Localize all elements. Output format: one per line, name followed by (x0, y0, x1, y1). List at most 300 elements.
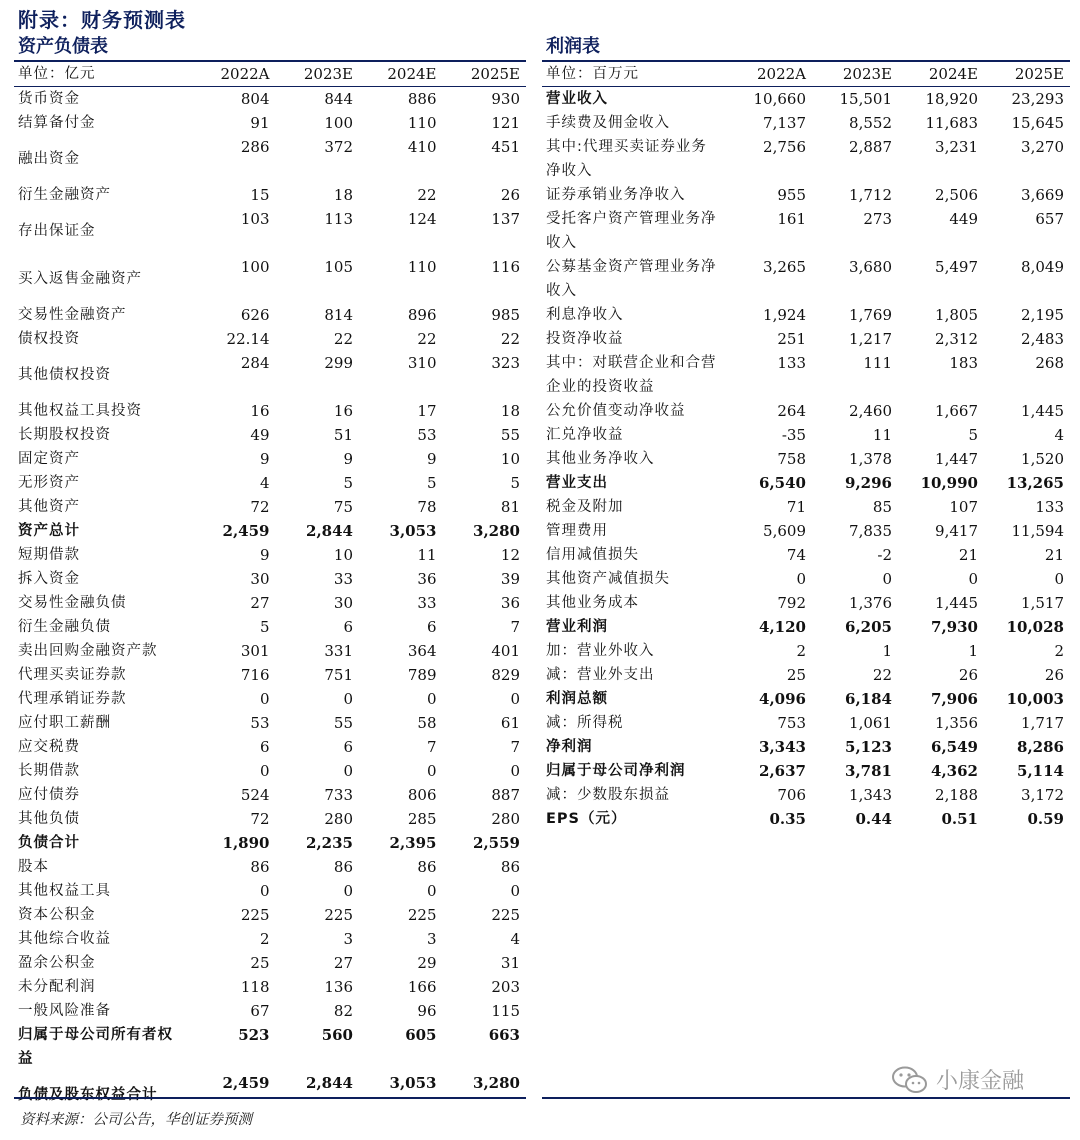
balance-sheet-row-label: 存出保证金 (18, 223, 96, 239)
income-statement-cell: 3,270 (1021, 138, 1064, 156)
balance-sheet-row (14, 591, 526, 615)
balance-sheet-cell: 663 (488, 1026, 520, 1044)
balance-sheet-cell: 10 (500, 450, 520, 468)
income-statement-row (542, 615, 1070, 639)
income-statement-cell: 3,172 (1021, 786, 1064, 804)
income-statement-cell: 264 (777, 402, 806, 420)
balance-sheet-row (14, 327, 526, 351)
balance-sheet-cell: 115 (491, 1002, 520, 1020)
balance-sheet-cell: 110 (407, 258, 437, 276)
balance-sheet-row (14, 975, 526, 999)
balance-sheet-panel (14, 34, 526, 1119)
balance-sheet-cell: 829 (491, 666, 520, 684)
income-statement-row (542, 351, 1070, 399)
balance-sheet-row-label: 其他权益工具 (18, 883, 111, 899)
balance-sheet-row (14, 135, 526, 183)
balance-sheet-row (14, 87, 526, 112)
income-statement-cell: 161 (777, 210, 806, 228)
balance-sheet-cell: 364 (407, 642, 437, 660)
income-statement-cell: 758 (777, 450, 806, 468)
balance-sheet-row (14, 351, 526, 399)
balance-sheet-row-label: 衍生金融资产 (18, 187, 111, 203)
balance-sheet-table (14, 62, 526, 1119)
balance-sheet-cell: 7 (510, 738, 520, 756)
balance-sheet-cell: 331 (324, 642, 353, 660)
balance-sheet-cell: 5 (426, 474, 437, 492)
balance-sheet-row (14, 399, 526, 423)
income-statement-header-row (542, 62, 1070, 87)
balance-sheet-row (14, 879, 526, 903)
balance-sheet-row (14, 783, 526, 807)
income-statement-cell: 0.35 (769, 810, 806, 828)
income-statement-cell: 26 (1044, 666, 1064, 684)
balance-sheet-cell: 36 (417, 570, 437, 588)
income-statement-cell: 22 (872, 666, 892, 684)
balance-sheet-cell: 0 (259, 882, 270, 900)
balance-sheet-cell: 27 (333, 954, 353, 972)
income-statement-row (542, 495, 1070, 519)
balance-sheet-cell: 22 (333, 330, 353, 348)
balance-sheet-unit-label: 单位：亿元 (14, 62, 192, 87)
balance-sheet-cell: 1,890 (222, 834, 270, 852)
balance-sheet-cell: 55 (333, 714, 353, 732)
balance-sheet-year-header: 2024E (359, 62, 443, 87)
balance-sheet-cell: 51 (333, 426, 353, 444)
balance-sheet-cell: 284 (240, 354, 270, 372)
income-statement-cell: 1,924 (763, 306, 806, 324)
balance-sheet-row (14, 543, 526, 567)
balance-sheet-cell: 82 (333, 1002, 353, 1020)
income-statement-cell: 4,362 (931, 762, 978, 780)
balance-sheet-row-label: 股本 (18, 859, 49, 875)
balance-sheet-cell: 137 (491, 210, 520, 228)
balance-sheet-cell: 0 (343, 690, 353, 708)
balance-sheet-cell: 5 (510, 474, 520, 492)
balance-sheet-row (14, 999, 526, 1023)
income-statement-cell: 8,552 (849, 114, 892, 132)
balance-sheet-cell: 4 (259, 474, 270, 492)
income-statement-cell: 133 (777, 354, 806, 372)
income-statement-cell: 5,497 (935, 258, 978, 276)
balance-sheet-cell: 524 (240, 786, 270, 804)
income-statement-cell: 2,887 (849, 138, 892, 156)
balance-sheet-cell: 53 (417, 426, 437, 444)
balance-sheet-cell: 78 (417, 498, 437, 516)
income-statement-cell: 2 (796, 642, 806, 660)
page-title: 附录：财务预测表 (18, 8, 186, 32)
income-statement-cell: 6,184 (845, 690, 892, 708)
watermark (890, 1064, 1024, 1095)
income-statement-row-label: 受托客户资产管理业务净收入 (546, 211, 717, 251)
income-statement-cell: 3,680 (849, 258, 892, 276)
balance-sheet-cell: 49 (250, 426, 270, 444)
balance-sheet-row (14, 519, 526, 543)
income-statement-cell: 1,712 (849, 186, 892, 204)
balance-sheet-cell: 716 (240, 666, 270, 684)
balance-sheet-cell: 605 (405, 1026, 437, 1044)
balance-sheet-row-label: 固定资产 (18, 451, 80, 467)
balance-sheet-cell: 12 (500, 546, 520, 564)
income-statement-row-label: 其他业务净收入 (546, 451, 655, 467)
balance-sheet-row (14, 1023, 526, 1071)
income-statement-cell: 0 (882, 570, 892, 588)
balance-sheet-cell: 887 (491, 786, 520, 804)
income-statement-row-label: 营业收入 (546, 91, 608, 107)
balance-sheet-row (14, 807, 526, 831)
balance-sheet-cell: 806 (407, 786, 437, 804)
income-statement-cell: 1,520 (1021, 450, 1064, 468)
income-statement-cell: 10,990 (920, 474, 978, 492)
income-statement-row (542, 87, 1070, 112)
income-statement-cell: 3,265 (763, 258, 806, 276)
income-statement-cell: 1,061 (849, 714, 892, 732)
income-statement-cell: 6,205 (845, 618, 892, 636)
income-statement-unit-label: 单位：百万元 (542, 62, 726, 87)
balance-sheet-cell: 15 (250, 186, 270, 204)
balance-sheet-row-label: 负债及股东权益合计 (18, 1087, 158, 1103)
balance-sheet-cell: 9 (343, 450, 353, 468)
balance-sheet-cell: 0 (426, 882, 437, 900)
balance-sheet-cell: 3,280 (473, 522, 520, 540)
balance-sheet-cell: 17 (417, 402, 437, 420)
income-statement-cell: 25 (786, 666, 806, 684)
income-statement-cell: 133 (1035, 498, 1064, 516)
balance-sheet-cell: 2,235 (306, 834, 353, 852)
balance-sheet-cell: 6 (343, 618, 353, 636)
income-statement-cell: 5,123 (845, 738, 892, 756)
income-statement-cell: 23,293 (1011, 90, 1064, 108)
balance-sheet-cell: 280 (491, 810, 520, 828)
income-statement-cell: 5 (968, 426, 978, 444)
income-statement-row-label: 营业利润 (546, 619, 608, 635)
income-statement-row-label: 公允价值变动净收益 (546, 403, 686, 419)
income-statement-cell: 13,265 (1006, 474, 1064, 492)
balance-sheet-row-label: 其他资产 (18, 499, 80, 515)
income-statement-row (542, 471, 1070, 495)
source-note: 资料来源：公司公告，华创证券预测 (20, 1112, 252, 1128)
income-statement-row (542, 135, 1070, 183)
balance-sheet-row-label: 结算备付金 (18, 115, 96, 131)
balance-sheet-cell: 27 (250, 594, 270, 612)
income-statement-cell: 21 (1044, 546, 1064, 564)
balance-sheet-row-label: 交易性金融资产 (18, 307, 127, 323)
balance-sheet-cell: 5 (343, 474, 353, 492)
balance-sheet-row-label: 盈余公积金 (18, 955, 96, 971)
balance-sheet-row-label: 债权投资 (18, 331, 80, 347)
balance-sheet-row (14, 567, 526, 591)
income-statement-row-label: 其中：对联营企业和合营企业的投资收益 (546, 355, 717, 395)
income-statement-table (542, 62, 1070, 831)
balance-sheet-cell: 286 (240, 138, 270, 156)
balance-sheet-row-label: 代理承销证券款 (18, 691, 127, 707)
balance-sheet-cell: 136 (324, 978, 353, 996)
income-statement-year-header: 2025E (984, 62, 1070, 87)
balance-sheet-cell: 2,844 (306, 1074, 353, 1092)
balance-sheet-row (14, 855, 526, 879)
income-statement-row-label: 加：营业外收入 (546, 643, 655, 659)
income-statement-cell: 3,669 (1021, 186, 1064, 204)
balance-sheet-cell: 0 (426, 762, 437, 780)
balance-sheet-cell: 0 (510, 882, 520, 900)
balance-sheet-cell: 22 (417, 186, 437, 204)
balance-sheet-cell: 100 (240, 258, 270, 276)
income-statement-row (542, 399, 1070, 423)
income-statement-cell: 2,188 (935, 786, 978, 804)
income-statement-cell: 657 (1035, 210, 1064, 228)
income-statement-row-label: 净利润 (546, 739, 593, 755)
balance-sheet-row (14, 447, 526, 471)
income-statement-cell: 3,343 (759, 738, 806, 756)
balance-sheet-row-label: 其他债权投资 (18, 367, 111, 383)
income-statement-cell: 2,460 (849, 402, 892, 420)
balance-sheet-cell: 804 (240, 90, 270, 108)
balance-sheet-row-label: 资本公积金 (18, 907, 96, 923)
balance-sheet-cell: 310 (407, 354, 437, 372)
balance-sheet-cell: 18 (500, 402, 520, 420)
balance-sheet-cell: 560 (321, 1026, 353, 1044)
income-statement-bottom-rule (542, 1097, 1070, 1099)
balance-sheet-row (14, 615, 526, 639)
balance-sheet-cell: 751 (324, 666, 353, 684)
income-statement-cell: 4 (1054, 426, 1064, 444)
income-statement-row-label: 归属于母公司净利润 (546, 763, 686, 779)
income-statement-row (542, 663, 1070, 687)
balance-sheet-header-row (14, 62, 526, 87)
balance-sheet-row (14, 927, 526, 951)
balance-sheet-cell: 451 (491, 138, 520, 156)
balance-sheet-cell: 67 (250, 1002, 270, 1020)
income-statement-row-label: 利息净收入 (546, 307, 624, 323)
income-statement-row (542, 519, 1070, 543)
income-statement-row (542, 567, 1070, 591)
income-statement-cell: 10,660 (753, 90, 806, 108)
balance-sheet-cell: 33 (333, 570, 353, 588)
wechat-icon (890, 1065, 930, 1095)
income-statement-cell: 1,447 (935, 450, 978, 468)
income-statement-cell: 9,296 (845, 474, 892, 492)
income-statement-cell: 71 (786, 498, 806, 516)
balance-sheet-cell: 626 (240, 306, 270, 324)
balance-sheet-row-label: 应付债券 (18, 787, 80, 803)
balance-sheet-row-label: 长期借款 (18, 763, 80, 779)
income-statement-cell: 955 (777, 186, 806, 204)
balance-sheet-cell: 3 (426, 930, 437, 948)
balance-sheet-cell: 86 (333, 858, 353, 876)
income-statement-cell: 268 (1035, 354, 1064, 372)
income-statement-cell: 2,195 (1021, 306, 1064, 324)
income-statement-cell: 273 (863, 210, 892, 228)
balance-sheet-row (14, 471, 526, 495)
income-statement-cell: 18,920 (925, 90, 978, 108)
income-statement-cell: 1,356 (935, 714, 978, 732)
income-statement-row-label: 手续费及佣金收入 (546, 115, 670, 131)
income-statement-cell: 4,120 (759, 618, 806, 636)
balance-sheet-cell: 896 (407, 306, 437, 324)
balance-sheet-row-label: 资产总计 (18, 523, 80, 539)
income-statement-row-label: 证券承销业务净收入 (546, 187, 686, 203)
balance-sheet-cell: 36 (500, 594, 520, 612)
balance-sheet-cell: 6 (426, 618, 437, 636)
income-statement-cell: 1,217 (849, 330, 892, 348)
income-statement-cell: 0.44 (855, 810, 892, 828)
balance-sheet-cell: 4 (510, 930, 520, 948)
income-statement-row (542, 183, 1070, 207)
income-statement-cell: 11,683 (925, 114, 978, 132)
income-statement-row (542, 759, 1070, 783)
income-statement-cell: 26 (958, 666, 978, 684)
balance-sheet-cell: 0 (259, 690, 270, 708)
balance-sheet-cell: 0 (343, 882, 353, 900)
income-statement-row-label: 利润总额 (546, 691, 608, 707)
income-statement-cell: 2,637 (759, 762, 806, 780)
income-statement-cell: 21 (958, 546, 978, 564)
balance-sheet-body (14, 87, 526, 1120)
balance-sheet-cell: 96 (417, 1002, 437, 1020)
income-statement-cell: 183 (949, 354, 978, 372)
balance-sheet-cell: 9 (259, 546, 270, 564)
balance-sheet-row-label: 衍生金融负债 (18, 619, 111, 635)
balance-sheet-cell: 844 (324, 90, 353, 108)
income-statement-cell: 2,483 (1021, 330, 1064, 348)
balance-sheet-cell: 30 (333, 594, 353, 612)
income-statement-cell: 2 (1054, 642, 1064, 660)
balance-sheet-row (14, 111, 526, 135)
balance-sheet-cell: 31 (500, 954, 520, 972)
balance-sheet-cell: 30 (250, 570, 270, 588)
income-statement-cell: 792 (777, 594, 806, 612)
income-statement-title: 利润表 (542, 34, 1070, 62)
balance-sheet-cell: 0 (426, 690, 437, 708)
balance-sheet-row (14, 495, 526, 519)
balance-sheet-row-label: 交易性金融负债 (18, 595, 127, 611)
income-statement-cell: 1,717 (1021, 714, 1064, 732)
income-statement-cell: 753 (777, 714, 806, 732)
balance-sheet-cell: 372 (324, 138, 353, 156)
balance-sheet-cell: 9 (259, 450, 270, 468)
balance-sheet-cell: 5 (259, 618, 270, 636)
balance-sheet-cell: 110 (407, 114, 437, 132)
income-statement-year-header: 2024E (898, 62, 984, 87)
income-statement-row-label: 公募基金资产管理业务净收入 (546, 259, 717, 299)
balance-sheet-row (14, 735, 526, 759)
watermark-text: 小康金融 (936, 1069, 1025, 1094)
income-statement-cell: -2 (877, 546, 892, 564)
balance-sheet-cell: 10 (333, 546, 353, 564)
balance-sheet-row-label: 归属于母公司所有者权益 (18, 1027, 173, 1067)
balance-sheet-row (14, 663, 526, 687)
balance-sheet-row (14, 423, 526, 447)
income-statement-cell: 11 (872, 426, 892, 444)
income-statement-row-label: 营业支出 (546, 475, 608, 491)
income-statement-row-label: 投资净收益 (546, 331, 624, 347)
balance-sheet-row-label: 应交税费 (18, 739, 80, 755)
balance-sheet-cell: 7 (426, 738, 437, 756)
balance-sheet-year-header: 2025E (443, 62, 527, 87)
income-statement-row-label: 汇兑净收益 (546, 427, 624, 443)
income-statement-cell: 449 (949, 210, 978, 228)
income-statement-row-label: EPS（元） (546, 811, 627, 827)
income-statement-cell: 0.51 (941, 810, 978, 828)
income-statement-body (542, 87, 1070, 832)
balance-sheet-row-label: 货币资金 (18, 91, 80, 107)
balance-sheet-cell: 225 (491, 906, 520, 924)
income-statement-cell: 111 (863, 354, 892, 372)
balance-sheet-row-label: 短期借款 (18, 547, 80, 563)
balance-sheet-cell: 410 (407, 138, 437, 156)
income-statement-cell: 0 (1054, 570, 1064, 588)
balance-sheet-cell: 103 (240, 210, 270, 228)
balance-sheet-row-label: 长期股权投资 (18, 427, 111, 443)
income-statement-cell: 7,835 (849, 522, 892, 540)
income-statement-cell: 85 (872, 498, 892, 516)
income-statement-cell: 1,517 (1021, 594, 1064, 612)
balance-sheet-cell: 116 (491, 258, 520, 276)
income-statement-row (542, 639, 1070, 663)
income-statement-cell: 251 (777, 330, 806, 348)
income-statement-cell: 15,645 (1011, 114, 1064, 132)
income-statement-row (542, 111, 1070, 135)
income-statement-cell: 1,376 (849, 594, 892, 612)
balance-sheet-cell: 39 (500, 570, 520, 588)
balance-sheet-row-label: 其他负债 (18, 811, 80, 827)
balance-sheet-row-label: 负债合计 (18, 835, 80, 851)
balance-sheet-cell: 280 (324, 810, 353, 828)
income-statement-cell: 7,906 (931, 690, 978, 708)
balance-sheet-cell: 86 (500, 858, 520, 876)
balance-sheet-cell: 2,844 (306, 522, 353, 540)
balance-sheet-cell: 61 (500, 714, 520, 732)
balance-sheet-cell: 301 (240, 642, 270, 660)
balance-sheet-cell: 225 (407, 906, 437, 924)
balance-sheet-cell: 25 (250, 954, 270, 972)
income-statement-row-label: 税金及附加 (546, 499, 624, 515)
balance-sheet-cell: 0 (259, 762, 270, 780)
balance-sheet-row (14, 711, 526, 735)
income-statement-cell: 0.59 (1027, 810, 1064, 828)
income-statement-cell: 9,417 (935, 522, 978, 540)
balance-sheet-row-label: 拆入资金 (18, 571, 80, 587)
balance-sheet-cell: 26 (500, 186, 520, 204)
income-statement-row-label: 减：所得税 (546, 715, 624, 731)
balance-sheet-row-label: 融出资金 (18, 151, 80, 167)
income-statement-row-label: 减：营业外支出 (546, 667, 655, 683)
balance-sheet-cell: 100 (324, 114, 353, 132)
income-statement-row (542, 447, 1070, 471)
balance-sheet-cell: 16 (333, 402, 353, 420)
balance-sheet-row-label: 未分配利润 (18, 979, 96, 995)
balance-sheet-row (14, 759, 526, 783)
balance-sheet-cell: 105 (324, 258, 353, 276)
income-statement-row-label: 管理费用 (546, 523, 608, 539)
income-statement-cell: 5,609 (763, 522, 806, 540)
balance-sheet-cell: 985 (491, 306, 520, 324)
income-statement-row (542, 687, 1070, 711)
balance-sheet-row-label: 无形资产 (18, 475, 80, 491)
income-statement-cell: 74 (786, 546, 806, 564)
balance-sheet-cell: 2,459 (222, 522, 270, 540)
balance-sheet-cell: 124 (407, 210, 437, 228)
balance-sheet-cell: 886 (407, 90, 437, 108)
income-statement-cell: 10,003 (1006, 690, 1064, 708)
balance-sheet-row (14, 183, 526, 207)
balance-sheet-cell: 3 (343, 930, 353, 948)
income-statement-row (542, 543, 1070, 567)
balance-sheet-cell: 18 (333, 186, 353, 204)
income-statement-cell: 6,549 (931, 738, 978, 756)
balance-sheet-cell: 285 (407, 810, 437, 828)
balance-sheet-row-label: 代理买卖证券款 (18, 667, 127, 683)
income-statement-year-header: 2023E (812, 62, 898, 87)
